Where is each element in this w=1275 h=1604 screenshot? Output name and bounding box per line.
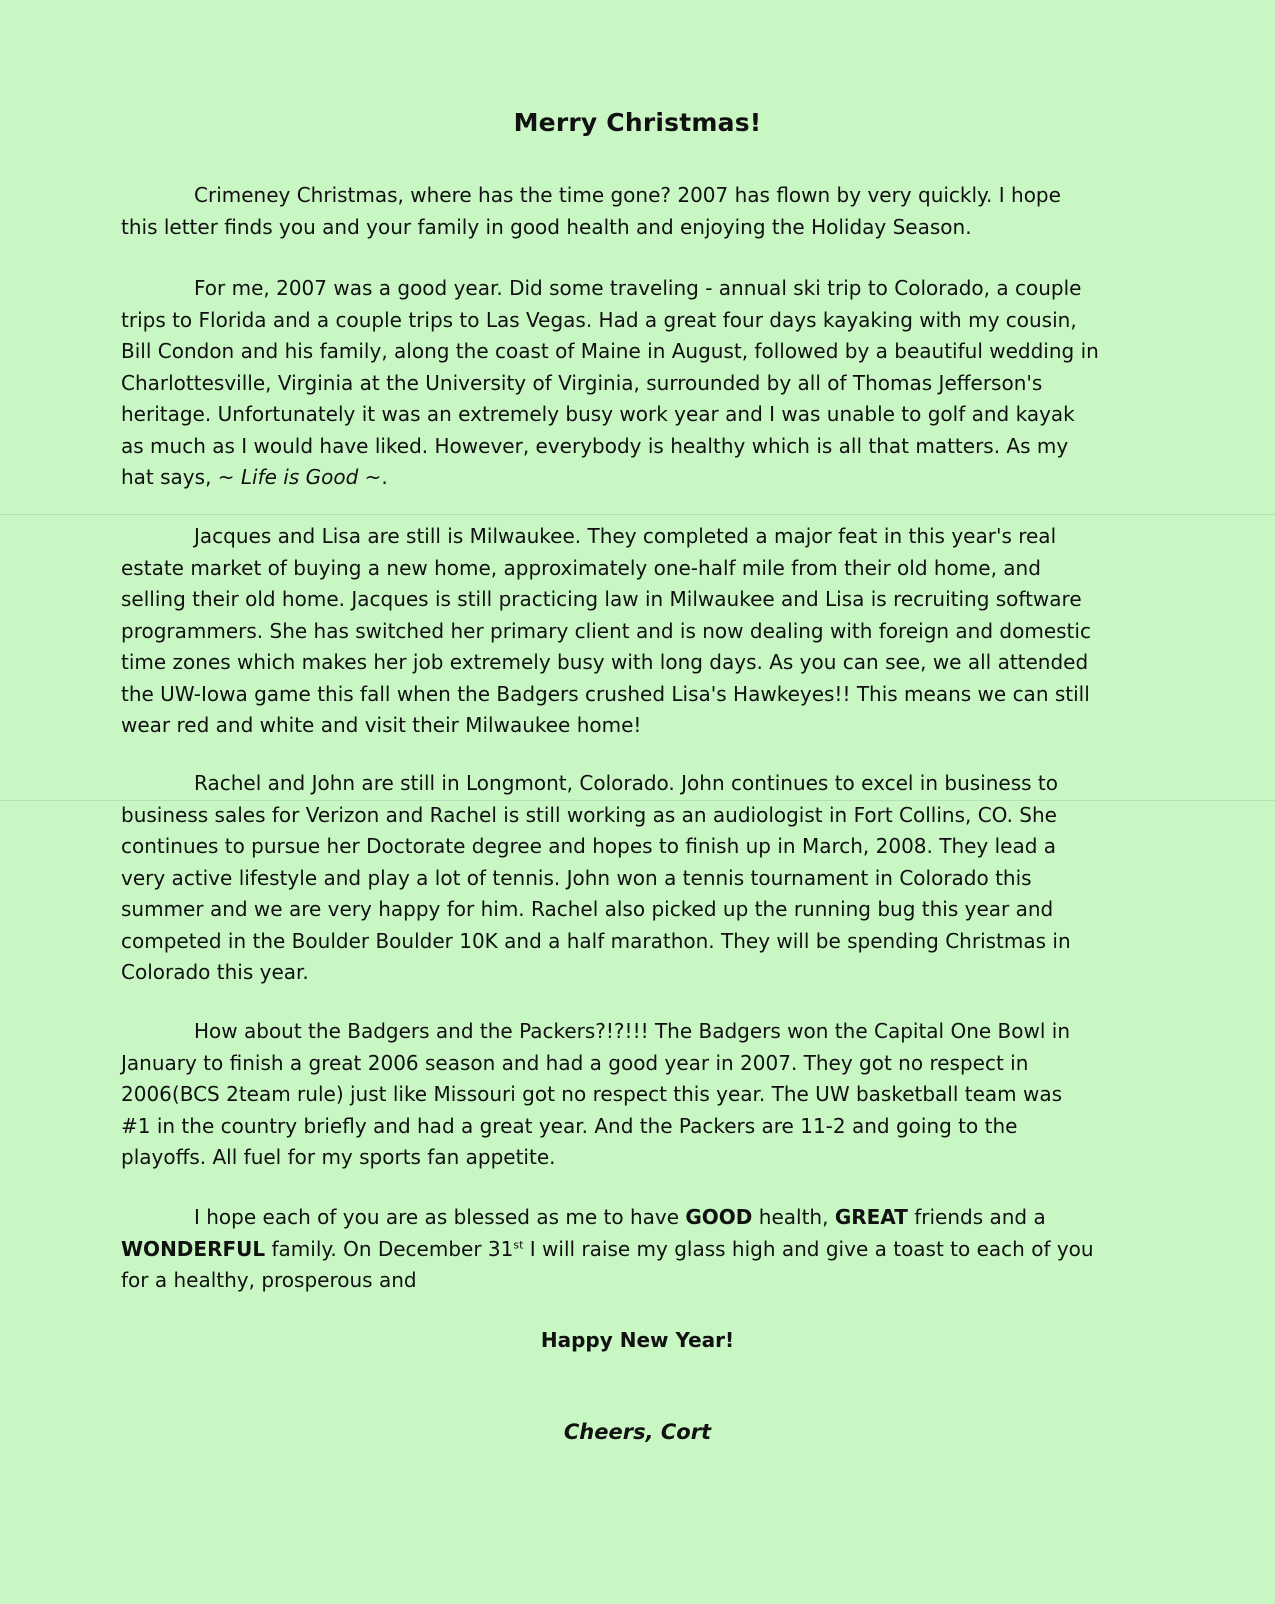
paragraph-year (121, 273, 1151, 494)
letter-title: Merry Christmas! (513, 108, 762, 137)
text-line: programmers. She has switched her primary client and is now dealing with foreign and domestic (121, 618, 1091, 643)
wonderful-emphasis: WONDERFUL (121, 1236, 266, 1261)
text-line: time zones which makes her job extremely busy with long days. As you can see, we all attended (121, 650, 1089, 674)
text-fragment: friends and a (907, 1205, 1046, 1229)
text-fragment: ~. (358, 465, 388, 489)
text-line: Charlottesville, Virginia at the University of Virginia, surrounded by all of Thomas Jefferson's (121, 370, 1043, 395)
text-line: wear red and white and visit their Milwaukee home! (121, 713, 642, 737)
text-line: the UW-Iowa game this fall when the Badgers crushed Lisa's Hawkeyes!! This means we can still (121, 681, 1090, 706)
text-line: competed in the Boulder Boulder 10K and a half marathon. They will be spending Christmas in (121, 928, 1071, 953)
text-line: Jacques and Lisa are still is Milwaukee. They completed a major feat in this year's real (194, 524, 1057, 548)
text-line: #1 in the country briefly and had a great year. And the Packers are 11-2 and going to the (121, 1113, 1018, 1138)
text-line: for a healthy, prosperous and (121, 1268, 417, 1292)
ordinal-suffix: st (513, 1237, 524, 1251)
text-line: heritage. Unfortunately it was an extremely busy work year and I was unable to golf and kayak (121, 402, 1075, 426)
text-line: continues to pursue her Doctorate degree and hopes to finish up in March, 2008. They lead a (121, 834, 1057, 858)
paragraph-jacques-lisa (121, 521, 1151, 742)
text-fragment: health, (752, 1205, 835, 1229)
text-line: estate market of buying a new home, approximately one-half mile from their old home, and (121, 555, 1041, 580)
text-line: January to finish a great 2006 season and had a good year in 2007. They got no respect in (121, 1050, 1029, 1075)
text-fragment: I hope each of you are as blessed as me to have (194, 1205, 686, 1229)
text-line (121, 1202, 1151, 1234)
text-line: as much as I would have liked. However, everybody is healthy which is all that matters. As my (121, 433, 1069, 458)
text-line: Bill Condon and his family, along the coast of Maine in August, followed by a beautiful wedding in (121, 339, 1099, 363)
text-line: Colorado this year. (121, 960, 309, 984)
text-line: this letter finds you and your family in good health and enjoying the Holiday Season. (121, 214, 972, 239)
paragraph-sports (121, 1016, 1151, 1174)
great-emphasis: GREAT (834, 1205, 908, 1229)
text-line: business sales for Verizon and Rachel is still working as an audiologist in Fort Collins, CO. She (121, 802, 1057, 827)
text-line: How about the Badgers and the Packers?!?!!! The Badgers won the Capital One Bowl in (194, 1019, 1071, 1043)
text-line (121, 1234, 1151, 1266)
text-fragment: hat says, ~ (121, 465, 241, 489)
paragraph-rachel-john (121, 768, 1151, 989)
paragraph-intro (121, 180, 1151, 243)
text-line: very active lifestyle and play a lot of tennis. John won a tennis tournament in Colorado this (121, 865, 1032, 890)
good-emphasis: GOOD (685, 1205, 753, 1229)
text-line: summer and we are very happy for him. Rachel also picked up the running bug this year and (121, 897, 1054, 921)
text-line: Rachel and John are still in Longmont, Colorado. John continues to excel in business to (194, 771, 1058, 795)
happy-new-year: Happy New Year! (540, 1328, 735, 1352)
text-line: For me, 2007 was a good year. Did some traveling - annual ski trip to Colorado, a couple (194, 276, 1082, 300)
paragraph-closing (121, 1202, 1151, 1297)
text-line: trips to Florida and a couple trips to Las Vegas. Had a great four days kayaking with my cousin, (121, 307, 1077, 332)
text-line: 2006(BCS 2team rule) just like Missouri got no respect this year. The UW basketball team was (121, 1082, 1063, 1106)
paper-fold-line (0, 514, 1275, 515)
signature: Cheers, Cort (563, 1420, 712, 1444)
text-line: selling their old home. Jacques is still practicing law in Milwaukee and Lisa is recruiting software (121, 587, 1082, 611)
life-is-good-phrase: Life is Good (240, 465, 359, 489)
text-fragment: I will raise my glass high and give a toast to each of you (523, 1236, 1094, 1261)
text-line: Crimeney Christmas, where has the time gone? 2007 has flown by very quickly. I hope (194, 183, 1061, 207)
text-fragment: family. On December 31 (265, 1236, 514, 1261)
text-line: playoffs. All fuel for my sports fan appetite. (121, 1145, 556, 1169)
text-line (121, 462, 1151, 494)
